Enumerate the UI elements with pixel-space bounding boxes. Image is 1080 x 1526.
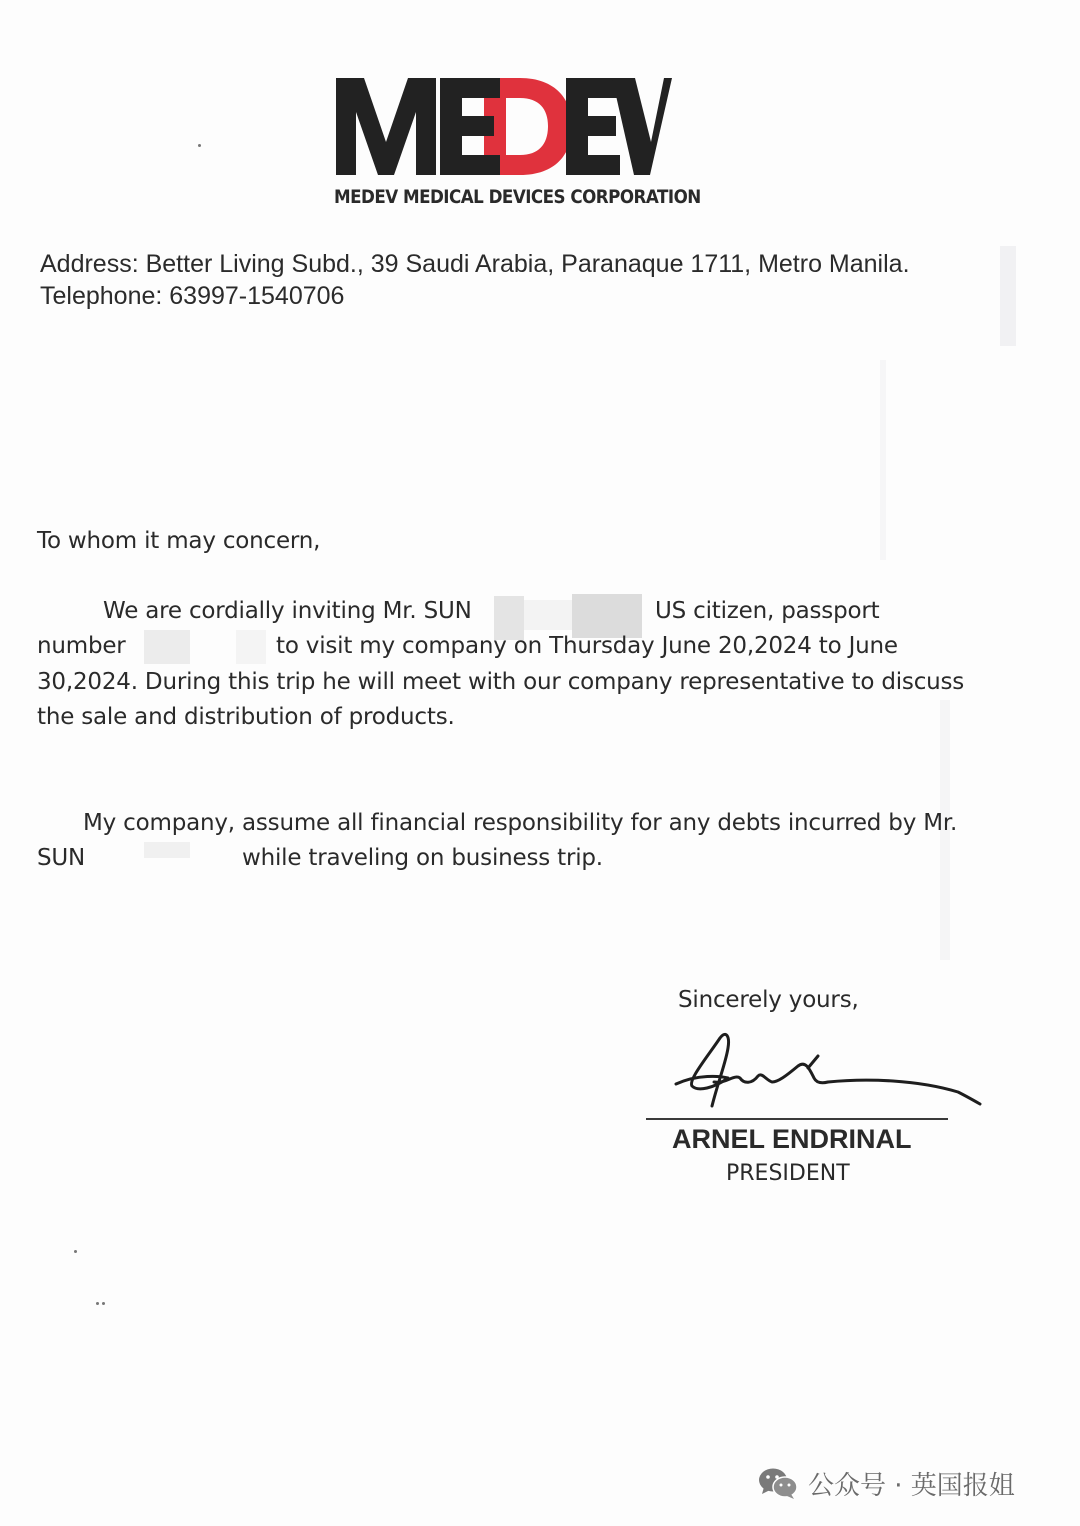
signature-line <box>646 1118 948 1120</box>
signer-name: ARNEL ENDRINAL <box>672 1124 912 1154</box>
wechat-watermark <box>758 1462 1015 1504</box>
redaction <box>144 842 190 858</box>
paragraph1-line2-b: to visit my company on Thursday June 20,2024 to June <box>276 633 898 659</box>
scan-speck <box>198 144 201 147</box>
redaction <box>524 600 572 630</box>
scan-speck <box>96 1302 99 1305</box>
redaction <box>144 630 190 664</box>
company-address: Address: Better Living Subd., 39 Saudi Arabia, Paranaque 1711, Metro Manila. <box>40 250 910 278</box>
paragraph2-line2-a: SUN <box>37 845 86 871</box>
scan-shade <box>1000 246 1016 346</box>
redaction <box>236 630 266 664</box>
wechat-icon <box>758 1466 798 1500</box>
watermark-text: 公众号 · 英国报姐 <box>808 1470 1015 1501</box>
scan-speck <box>74 1250 77 1253</box>
paragraph1-line1-b: US citizen, passport <box>655 598 880 624</box>
salutation: To whom it may concern, <box>37 528 321 554</box>
logo-subtitle: MEDEV MEDICAL DEVICES CORPORATION <box>334 186 701 208</box>
sign-off: Sincerely yours, <box>678 987 859 1013</box>
paragraph1-line3: 30,2024. During this trip he will meet with our company representative to discuss <box>37 669 965 695</box>
company-contact <box>40 248 910 312</box>
redaction <box>572 594 642 638</box>
paragraph1-line2-a: number <box>37 633 126 659</box>
scan-speck <box>102 1302 105 1305</box>
signature-mark <box>668 1026 988 1116</box>
medev-wordmark <box>334 70 674 185</box>
paragraph1-line1-a: We are cordially inviting Mr. SUN <box>103 598 472 624</box>
signer-title: PRESIDENT <box>726 1161 850 1186</box>
paragraph2-line1: My company, assume all financial responsibility for any debts incurred by Mr. <box>83 810 958 836</box>
paragraph1-line4: the sale and distribution of products. <box>37 704 455 730</box>
scan-shade <box>880 360 886 560</box>
company-telephone: Telephone: 63997-1540706 <box>40 282 345 310</box>
paragraph2-line2-b: while traveling on business trip. <box>242 845 603 871</box>
